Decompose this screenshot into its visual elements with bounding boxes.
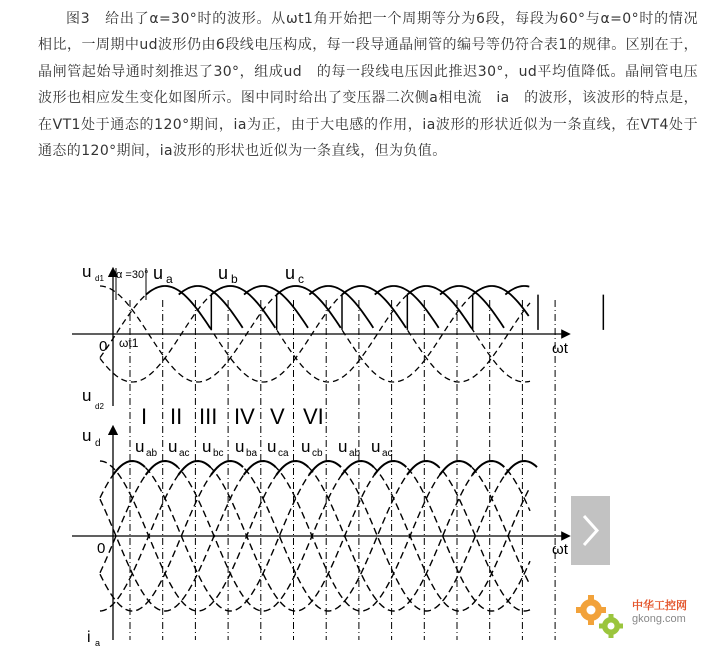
article-body xyxy=(38,6,698,164)
lower-segment-2 xyxy=(309,286,373,328)
top-xlabel: ωt xyxy=(552,340,568,357)
numeral-6: VI xyxy=(303,404,324,429)
lv-label-8 xyxy=(371,437,393,459)
svg-text:c: c xyxy=(298,272,304,286)
current-ia-label xyxy=(87,629,100,648)
svg-text:bc: bc xyxy=(213,448,224,459)
bottom-xlabel: ωt xyxy=(552,541,568,558)
svg-text:ac: ac xyxy=(382,448,393,459)
upper-segment-5 xyxy=(473,286,529,316)
gear-icon xyxy=(575,588,631,644)
bottom-ylabel-sub: d2 xyxy=(95,402,104,411)
numeral-5: V xyxy=(270,404,285,429)
phase-wave-0 xyxy=(100,286,530,382)
svg-text:u: u xyxy=(135,437,145,456)
ud-label-main: u xyxy=(82,426,92,445)
ud-segment-2 xyxy=(178,461,210,475)
logo-title: 中华工控网 xyxy=(632,599,687,612)
lv-label-7 xyxy=(338,437,361,459)
upper-segment-2 xyxy=(277,286,341,328)
bottom-waves xyxy=(100,461,537,611)
line-voltage-wave-2 xyxy=(100,461,530,611)
line-voltage-wave-5 xyxy=(100,461,530,611)
bottom-origin-label: 0 xyxy=(97,540,106,557)
svg-text:u: u xyxy=(371,437,381,456)
upper-segment-4 xyxy=(407,286,471,328)
bottom-plot xyxy=(72,426,569,640)
top-ylabel-sub: d1 xyxy=(95,274,104,283)
top-plot xyxy=(72,262,603,411)
lv-label-6 xyxy=(301,437,323,459)
svg-text:u: u xyxy=(218,263,229,283)
ud-segment-3 xyxy=(211,461,243,475)
phase-label-ub xyxy=(218,263,238,286)
top-origin-label: 0 xyxy=(99,338,108,355)
line-voltage-wave-0 xyxy=(100,461,530,611)
svg-text:b: b xyxy=(231,272,238,286)
svg-text:u: u xyxy=(235,437,245,456)
ud-segment-12 xyxy=(505,461,537,475)
numeral-1: I xyxy=(141,404,148,429)
ud-segment-9 xyxy=(407,461,439,475)
svg-text:u: u xyxy=(168,437,178,456)
ud-segment-7 xyxy=(342,461,374,475)
upper-segment-3 xyxy=(342,286,406,328)
line-voltage-wave-1 xyxy=(100,461,530,611)
ud-segment-0 xyxy=(113,461,145,475)
phase-label-ua xyxy=(153,263,173,286)
ud-segment-10 xyxy=(440,461,472,475)
line-voltage-wave-3 xyxy=(100,461,530,611)
interval-guide-lines xyxy=(130,300,555,640)
svg-text:a: a xyxy=(166,272,173,286)
upper-segment-0 xyxy=(146,286,210,328)
phase-label-uc xyxy=(285,263,304,286)
ud-segment-1 xyxy=(146,461,178,475)
bottom-ylabel-main: u xyxy=(82,386,92,405)
phase-wave-2 xyxy=(100,286,530,382)
svg-text:ab: ab xyxy=(146,448,158,459)
svg-text:u: u xyxy=(285,263,296,283)
ud-segment-6 xyxy=(309,461,341,475)
svg-text:a: a xyxy=(95,638,101,648)
chevron-right-icon xyxy=(571,496,610,565)
lv-label-3 xyxy=(202,437,224,459)
svg-text:u: u xyxy=(153,263,164,283)
svg-text:u: u xyxy=(202,437,212,456)
lower-segment-0 xyxy=(179,286,243,328)
logo-url: gkong.com xyxy=(632,613,686,625)
svg-text:ca: ca xyxy=(278,448,289,459)
phase-wave-1 xyxy=(100,286,530,382)
svg-text:i: i xyxy=(87,629,91,646)
ud-segment-4 xyxy=(244,461,276,475)
ud-segment-5 xyxy=(276,461,308,475)
line-voltage-wave-4 xyxy=(100,461,530,611)
lv-label-4 xyxy=(235,437,258,459)
top-ylabel-main: u xyxy=(82,262,92,281)
ud-segment-8 xyxy=(374,461,406,475)
svg-text:ac: ac xyxy=(179,448,190,459)
svg-text:ba: ba xyxy=(246,448,258,459)
article-paragraph: 图3 给出了α=30°时的波形。从ωt1角开始把一个周期等分为6段，每段为60°与α=0°时的情况相比，一周期中ud波形仍由6段线电压构成，每一段导通晶闸管的编号等仍符合表1的规律。区别在于，晶闸管起始导通时刻推迟了30°，组成ud 的每一段线电压因此推迟30°，ud平均值降低。晶闸管电压波形也相应发生变化如图所示。图中同时给出了变压器二次侧a相电流 ia 的波形，该波形的特点是，在VT1处于通态的120°期间，ia为正，由于大电感的作用，ia波形的形状近似为一条直线，在VT4处于通态的120°期间，ia波形的形状也近似为一条直线，但为负值。 xyxy=(38,11,698,160)
omega-t1-label: ωt1 xyxy=(119,336,139,350)
lower-segment-4 xyxy=(440,286,504,328)
svg-text:u: u xyxy=(338,437,348,456)
site-watermark-logo xyxy=(575,588,705,644)
ud-segment-11 xyxy=(472,461,504,475)
alpha-label: α =30° xyxy=(116,269,149,281)
lv-label-1 xyxy=(135,437,158,459)
svg-text:u: u xyxy=(301,437,311,456)
top-waves xyxy=(100,268,603,382)
upper-segment-1 xyxy=(211,286,275,328)
interval-numerals xyxy=(141,404,324,429)
ud-label-sub: d xyxy=(95,438,101,449)
lower-segment-1 xyxy=(244,286,308,328)
svg-text:cb: cb xyxy=(312,448,323,459)
svg-text:ab: ab xyxy=(349,448,361,459)
next-image-button[interactable] xyxy=(571,496,610,565)
lower-segment-5 xyxy=(505,286,529,295)
lower-segment-3 xyxy=(375,286,439,328)
numeral-3: III xyxy=(199,404,218,429)
svg-text:u: u xyxy=(267,437,277,456)
numeral-4: IV xyxy=(234,404,255,429)
lv-label-5 xyxy=(267,437,289,459)
lv-label-2 xyxy=(168,437,190,459)
numeral-2: II xyxy=(170,404,183,429)
